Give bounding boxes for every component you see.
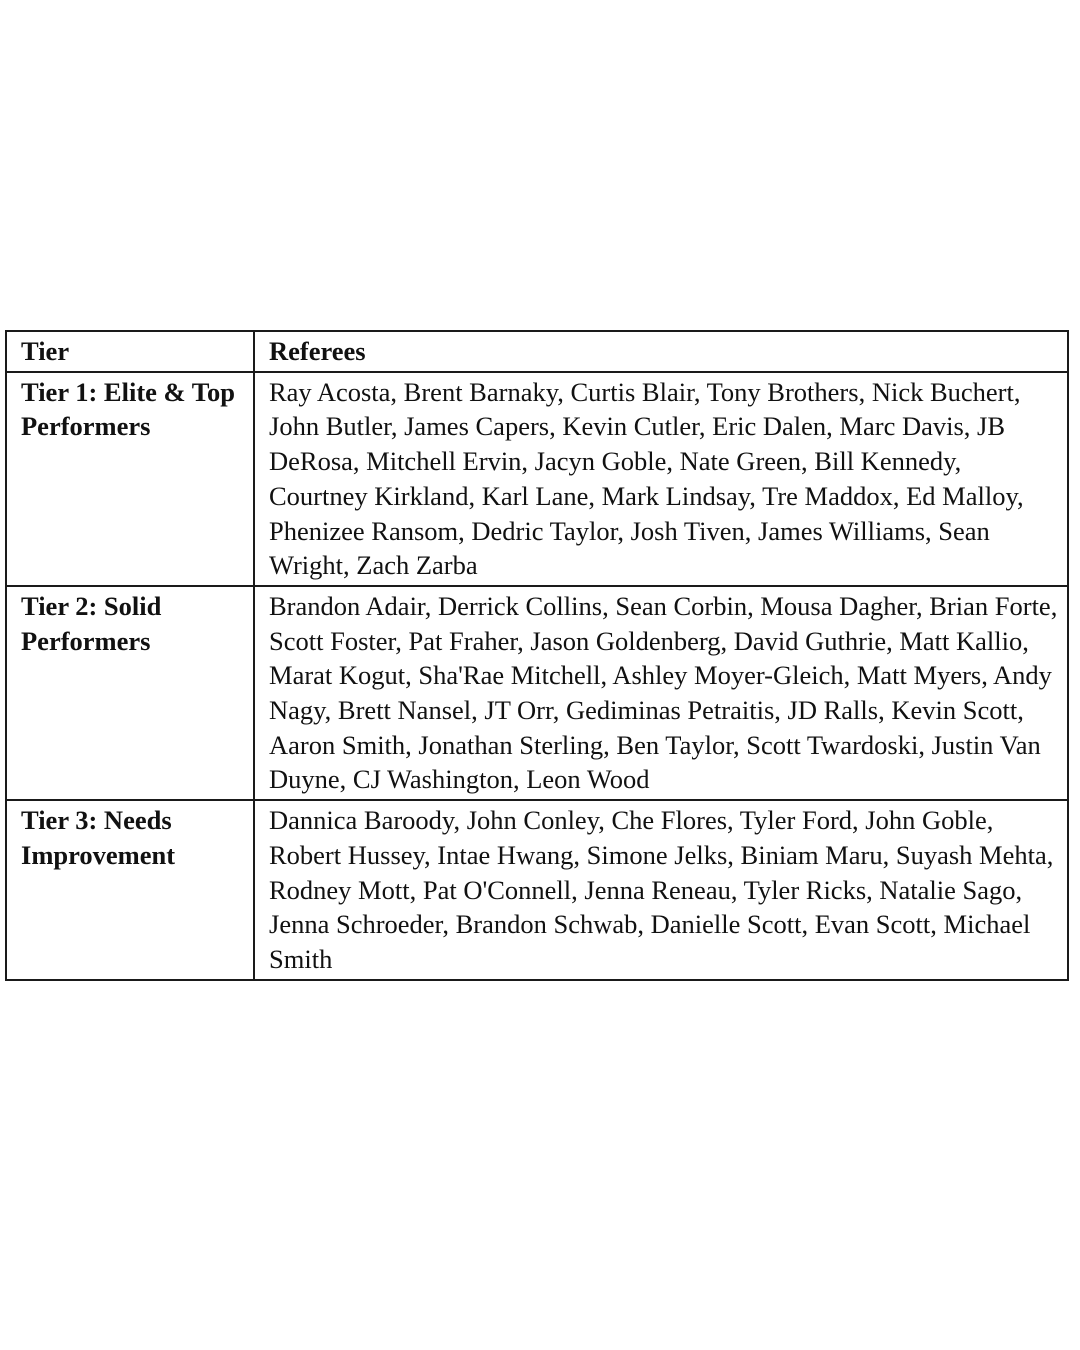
header-referees: Referees — [254, 331, 1068, 372]
tier-2-label: Tier 2: Solid Performers — [6, 586, 254, 800]
tier-3-referees: Dannica Baroody, John Conley, Che Flores, Tyler Ford, John Goble, Robert Hussey, Intae Hwang, Simone Jelks, Biniam Maru, Suyash Mehta, Rodney Mott, Pat O'Connell, Jenna Reneau, Tyler Ricks, Natalie Sago, Jenna Schroeder, Brandon Schwab, Danielle Scott, Evan Scott, Michael Smith — [254, 800, 1068, 980]
tier-1-label: Tier 1: Elite & Top Performers — [6, 372, 254, 586]
table-header-row — [6, 331, 1068, 372]
table-row — [6, 372, 1068, 586]
referee-tier-table — [5, 330, 1069, 981]
tier-1-referees: Ray Acosta, Brent Barnaky, Curtis Blair, Tony Brothers, Nick Buchert, John Butler, James Capers, Kevin Cutler, Eric Dalen, Marc Davis, JB DeRosa, Mitchell Ervin, Jacyn Goble, Nate Green, Bill Kennedy, Courtney Kirkland, Karl Lane, Mark Lindsay, Tre Maddox, Ed Malloy, Phenizee Ransom, Dedric Taylor, Josh Tiven, James Williams, Sean Wright, Zach Zarba — [254, 372, 1068, 586]
header-tier: Tier — [6, 331, 254, 372]
table-row — [6, 800, 1068, 980]
tier-2-referees: Brandon Adair, Derrick Collins, Sean Corbin, Mousa Dagher, Brian Forte, Scott Foster, Pat Fraher, Jason Goldenberg, David Guthrie, Matt Kallio, Marat Kogut, Sha'Rae Mitchell, Ashley Moyer-Gleich, Matt Myers, Andy Nagy, Brett Nansel, JT Orr, Gediminas Petraitis, JD Ralls, Kevin Scott, Aaron Smith, Jonathan Sterling, Ben Taylor, Scott Twardoski, Justin Van Duyne, CJ Washington, Leon Wood — [254, 586, 1068, 800]
table-row — [6, 586, 1068, 800]
tier-3-label: Tier 3: Needs Improvement — [6, 800, 254, 980]
